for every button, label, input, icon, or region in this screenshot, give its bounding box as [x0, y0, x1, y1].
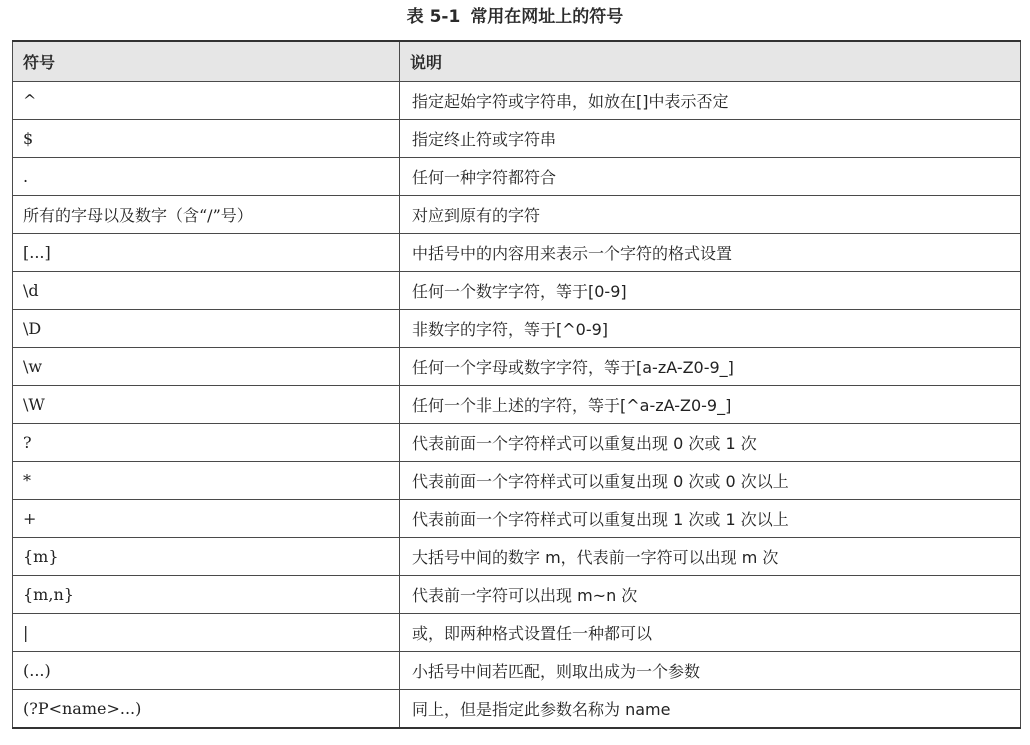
table-number: 表 5-1 [406, 7, 461, 27]
description-cell: 任何一个数字字符，等于[0-9] [400, 272, 1021, 310]
table-body [13, 82, 1021, 729]
symbols-table [12, 40, 1021, 729]
table-row [13, 234, 1021, 272]
table-row [13, 690, 1021, 729]
symbol-cell: 所有的字母以及数字（含“/”号） [13, 196, 400, 234]
table-title: 常用在网址上的符号 [470, 7, 624, 27]
table-row [13, 272, 1021, 310]
table-row [13, 158, 1021, 196]
description-cell: 同上，但是指定此参数名称为 name [400, 690, 1021, 729]
table-row [13, 538, 1021, 576]
table-row [13, 348, 1021, 386]
symbol-cell: + [13, 500, 400, 538]
table-row [13, 82, 1021, 120]
symbol-cell: * [13, 462, 400, 500]
symbol-cell: {m} [13, 538, 400, 576]
symbol-cell: (?P<name>...) [13, 690, 400, 729]
table-row [13, 576, 1021, 614]
table-row [13, 386, 1021, 424]
table-row [13, 196, 1021, 234]
symbol-cell: \W [13, 386, 400, 424]
description-cell: 非数字的字符，等于[^0-9] [400, 310, 1021, 348]
description-cell: 任何一个非上述的字符，等于[^a-zA-Z0-9_] [400, 386, 1021, 424]
symbol-cell: ? [13, 424, 400, 462]
symbol-cell: [...] [13, 234, 400, 272]
table-row [13, 652, 1021, 690]
description-cell: 或，即两种格式设置任一种都可以 [400, 614, 1021, 652]
symbol-cell: (...) [13, 652, 400, 690]
description-cell: 代表前一字符可以出现 m~n 次 [400, 576, 1021, 614]
description-cell: 对应到原有的字符 [400, 196, 1021, 234]
description-cell: 代表前面一个字符样式可以重复出现 0 次或 1 次 [400, 424, 1021, 462]
symbol-cell: \d [13, 272, 400, 310]
column-header-symbol: 符号 [13, 41, 400, 82]
description-cell: 任何一种字符都符合 [400, 158, 1021, 196]
description-cell: 代表前面一个字符样式可以重复出现 0 次或 0 次以上 [400, 462, 1021, 500]
table-row [13, 462, 1021, 500]
description-cell: 大括号中间的数字 m，代表前一字符可以出现 m 次 [400, 538, 1021, 576]
symbol-cell: $ [13, 120, 400, 158]
description-cell: 指定起始字符或字符串，如放在[]中表示否定 [400, 82, 1021, 120]
description-cell: 代表前面一个字符样式可以重复出现 1 次或 1 次以上 [400, 500, 1021, 538]
symbol-cell: ^ [13, 82, 400, 120]
description-cell: 小括号中间若匹配，则取出成为一个参数 [400, 652, 1021, 690]
symbol-cell: | [13, 614, 400, 652]
table-row [13, 424, 1021, 462]
symbol-cell: {m,n} [13, 576, 400, 614]
column-header-description: 说明 [400, 41, 1021, 82]
description-cell: 中括号中的内容用来表示一个字符的格式设置 [400, 234, 1021, 272]
table-row [13, 120, 1021, 158]
symbol-cell: \w [13, 348, 400, 386]
table-caption [0, 2, 1030, 32]
description-cell: 任何一个字母或数字字符，等于[a-zA-Z0-9_] [400, 348, 1021, 386]
description-cell: 指定终止符或字符串 [400, 120, 1021, 158]
table-row [13, 310, 1021, 348]
table-row [13, 500, 1021, 538]
table-header-row [13, 41, 1021, 82]
symbol-cell: \D [13, 310, 400, 348]
table-row [13, 614, 1021, 652]
symbol-cell: . [13, 158, 400, 196]
